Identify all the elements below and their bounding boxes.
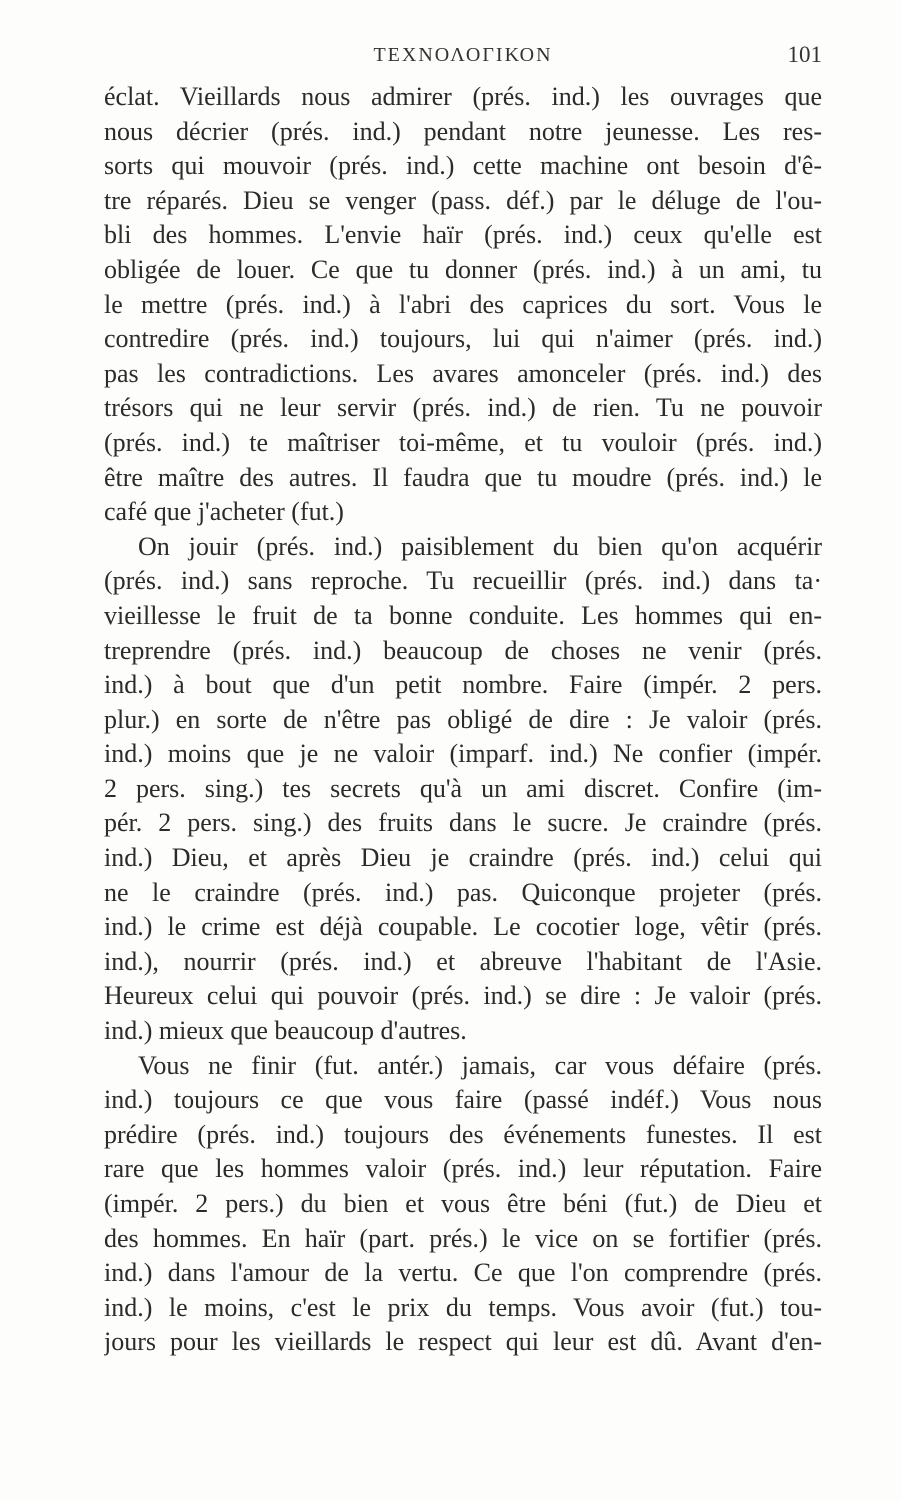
text-line: ind.), nourrir (prés. ind.) et abreuve l'habitant de l'Asie. (104, 946, 822, 976)
text-line: tre réparés. Dieu se venger (pass. déf.) par le déluge de l'ou- (104, 185, 822, 215)
text-line: des hommes. En haïr (part. prés.) le vice on se fortifier (prés. (104, 1223, 822, 1253)
text-line: (prés. ind.) sans reproche. Tu recueillir (prés. ind.) dans ta· (104, 566, 822, 596)
text-line: plur.) en sorte de n'être pas obligé de dire : Je valoir (prés. (104, 704, 822, 734)
running-title: ΤΕΧΝΟΛΟΓΙΚΟΝ (373, 44, 553, 66)
text-line: jours pour les vieillards le respect qui leur est dû. Avant d'en- (104, 1327, 822, 1357)
text-line: On jouir (prés. ind.) paisiblement du bien qu'on acquérir (138, 531, 822, 561)
text-line: (impér. 2 pers.) du bien et vous être béni (fut.) de Dieu et (104, 1189, 822, 1218)
text-line: éclat. Vieillards nous admirer (prés. ind.) les ouvrages que (104, 82, 822, 111)
text-line: Heureux celui qui pouvoir (prés. ind.) se dire : Je valoir (prés. (104, 981, 822, 1011)
text-line: ind.) toujours ce que vous faire (passé indéf.) Vous nous (104, 1085, 822, 1115)
text-line: (prés. ind.) te maîtriser toi-même, et tu vouloir (prés. ind.) (104, 427, 822, 457)
body-text (104, 80, 822, 1360)
text-line: obligée de louer. Ce que tu donner (prés. ind.) à un ami, tu (104, 254, 822, 284)
text-line: rare que les hommes valoir (prés. ind.) leur réputation. Faire (104, 1154, 822, 1184)
text-line: contredire (prés. ind.) toujours, lui qui n'aimer (prés. ind.) (104, 324, 822, 354)
text-line: ne le craindre (prés. ind.) pas. Quiconque projeter (prés. (104, 877, 822, 907)
text-line: ind.) mieux que beaucoup d'autres. (104, 1016, 467, 1046)
text-line: ind.) moins que je ne valoir (imparf. ind.) Ne confier (impér. (104, 739, 822, 769)
text-line: pér. 2 pers. sing.) des fruits dans le sucre. Je craindre (prés. (104, 808, 822, 838)
text-line: ind.) à bout que d'un petit nombre. Faire (impér. 2 pers. (104, 670, 822, 700)
text-line: être maître des autres. Il faudra que tu moudre (prés. ind.) le (104, 462, 822, 492)
text-line: pas les contradictions. Les avares amonceler (prés. ind.) des (104, 358, 822, 388)
page-header (104, 40, 822, 74)
text-line: prédire (prés. ind.) toujours des événements funestes. Il est (104, 1119, 822, 1149)
text-line: ind.) Dieu, et après Dieu je craindre (prés. ind.) celui qui (104, 843, 822, 873)
text-line: bli des hommes. L'envie haïr (prés. ind.) ceux qu'elle est (104, 220, 822, 250)
text-line: 2 pers. sing.) tes secrets qu'à un ami discret. Confire (im- (104, 773, 822, 803)
text-line: nous décrier (prés. ind.) pendant notre jeunesse. Les res- (104, 116, 822, 146)
text-line: treprendre (prés. ind.) beaucoup de choses ne venir (prés. (104, 635, 822, 665)
text-line: sorts qui mouvoir (prés. ind.) cette machine ont besoin d'ê- (104, 151, 822, 181)
text-line: le mettre (prés. ind.) à l'abri des caprices du sort. Vous le (104, 289, 822, 319)
text-line: café que j'acheter (fut.) (104, 497, 344, 527)
page-number: 101 (787, 42, 822, 67)
text-line: trésors qui ne leur servir (prés. ind.) de rien. Tu ne pouvoir (104, 393, 822, 423)
text-line: ind.) le moins, c'est le prix du temps. Vous avoir (fut.) tou- (104, 1292, 822, 1322)
text-line: Vous ne finir (fut. antér.) jamais, car vous défaire (prés. (138, 1050, 822, 1080)
text-line: vieillesse le fruit de ta bonne conduite. Les hommes qui en- (104, 600, 822, 630)
text-line: ind.) le crime est déjà coupable. Le cocotier loge, vêtir (prés. (104, 912, 822, 942)
text-line: ind.) dans l'amour de la vertu. Ce que l'on comprendre (prés. (104, 1258, 822, 1288)
